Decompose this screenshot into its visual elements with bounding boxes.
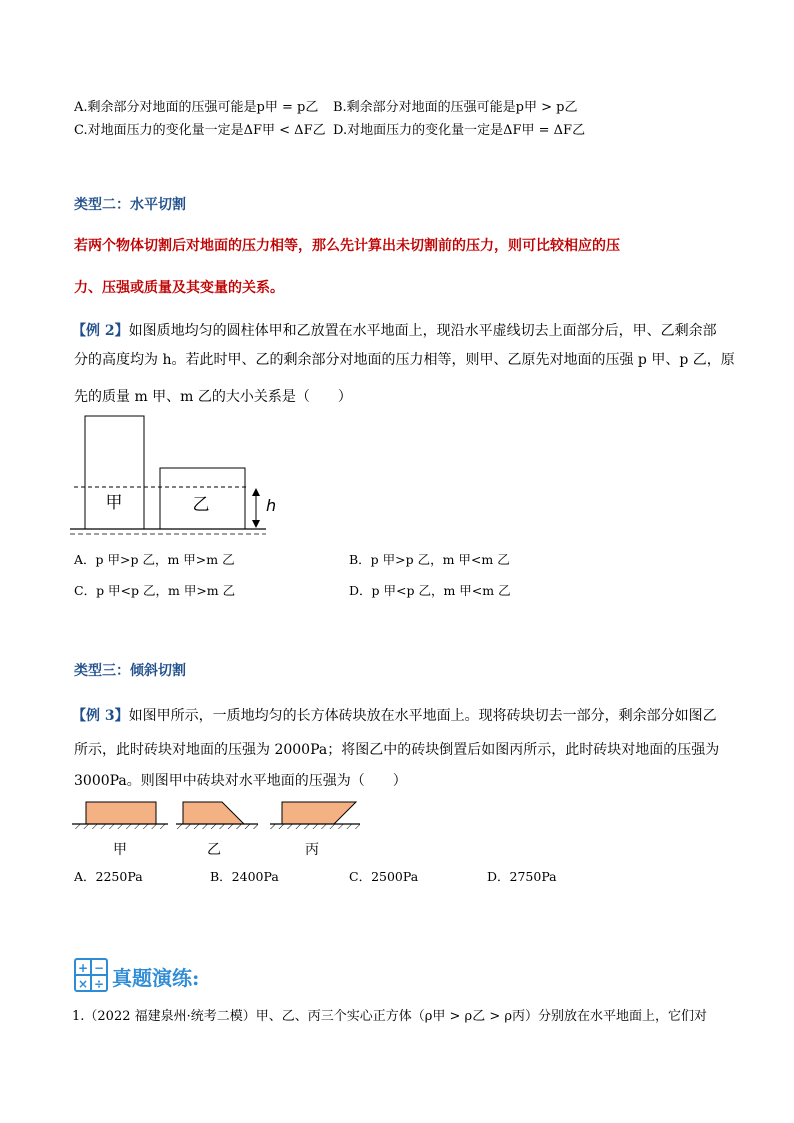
example3-label: 【例 3】 — [72, 708, 129, 724]
h-arrow-up-icon — [252, 488, 260, 496]
svg-text:×: × — [77, 977, 89, 991]
ground-jia-hatch — [72, 824, 168, 829]
ex3-option-b: B．2400Pa — [210, 869, 279, 884]
ground-yi-hatch — [176, 824, 258, 829]
ex2-option-b: B．p 甲>p 乙，m 甲<m 乙 — [349, 552, 510, 567]
example3-line1 — [72, 705, 717, 725]
label-yi: 乙 — [192, 495, 210, 515]
svg-text:÷: ÷ — [93, 977, 105, 991]
type3-title: 类型三：倾斜切割 — [74, 663, 186, 679]
ex3-option-c: C．2500Pa — [349, 869, 419, 884]
ex3-option-a: A．2250Pa — [74, 869, 143, 884]
brick-jia — [86, 802, 156, 824]
ex2-option-d: D．p 甲<p 乙，m 甲<m 乙 — [349, 583, 511, 598]
brick-yi — [183, 802, 244, 824]
bricks-figure — [72, 798, 362, 860]
type2-tip-line2: 力、压强或质量及其变量的关系。 — [74, 280, 284, 296]
example3-line3: 3000Pa。则图甲中砖块对水平地面的压强为（ ） — [74, 773, 407, 789]
example2-text1: 如图质地均匀的圆柱体甲和乙放置在水平地面上，现沿水平虚线切去上面部分后，甲、乙剩余部 — [128, 323, 717, 339]
label-jia: 甲 — [105, 493, 123, 513]
brick-label-bing: 丙 — [305, 842, 319, 858]
ex3-option-d: D．2750Pa — [487, 869, 557, 884]
option-a-prev: A.剩余部分对地面的压强可能是p甲 = p乙 — [74, 100, 319, 115]
h-arrow-down-icon — [252, 520, 260, 528]
svg-text:−: − — [93, 961, 105, 975]
ground-bing-hatch — [270, 824, 360, 829]
label-h: h — [266, 496, 277, 515]
svg-text:+: + — [77, 961, 89, 975]
type2-tip-line1: 若两个物体切割后对地面的压力相等，那么先计算出未切割前的压力，则可比较相应的压 — [74, 238, 620, 254]
example2-line2: 分的高度均为 h。若此时甲、乙的剩余部分对地面的压力相等，则甲、乙原先对地面的压强 p 甲、p 乙，原 — [74, 352, 735, 368]
option-d-prev: D.对地面压力的变化量一定是ΔF甲 = ΔF乙 — [333, 123, 586, 138]
example2-line3: 先的质量 m 甲、m 乙的大小关系是（ ） — [74, 389, 352, 405]
practice-q1: 1.（2022 福建泉州·统考二模）甲、乙、丙三个实心正方体（ρ甲 > ρ乙 > ρ丙）分别放在水平地面上，它们对 — [72, 1009, 707, 1024]
brick-label-yi: 乙 — [207, 842, 221, 858]
brick-bing — [282, 802, 356, 824]
example3-text1: 如图甲所示，一质地均匀的长方体砖块放在水平地面上。现将砖块切去一部分，剩余部分如图乙 — [128, 708, 717, 724]
example3-line2: 所示，此时砖块对地面的压强为 2000Pa；将图乙中的砖块倒置后如图丙所示，此时砖块对地面的压强为 — [74, 742, 720, 758]
cylinders-figure — [70, 410, 280, 540]
option-b-prev: B.剩余部分对地面的压强可能是p甲 > p乙 — [333, 100, 578, 115]
example2-label: 【例 2】 — [72, 323, 129, 339]
example2-line1 — [72, 320, 717, 340]
type2-title: 类型二：水平切割 — [74, 197, 186, 213]
option-c-prev: C.对地面压力的变化量一定是ΔF甲 < ΔF乙 — [74, 123, 326, 138]
ex2-option-c: C．p 甲<p 乙，m 甲>m 乙 — [74, 583, 236, 598]
ex2-option-a: A．p 甲>p 乙，m 甲>m 乙 — [74, 552, 235, 567]
calculator-icon — [74, 958, 108, 992]
practice-title: 真题演练: — [112, 966, 200, 990]
brick-label-jia: 甲 — [113, 842, 127, 858]
